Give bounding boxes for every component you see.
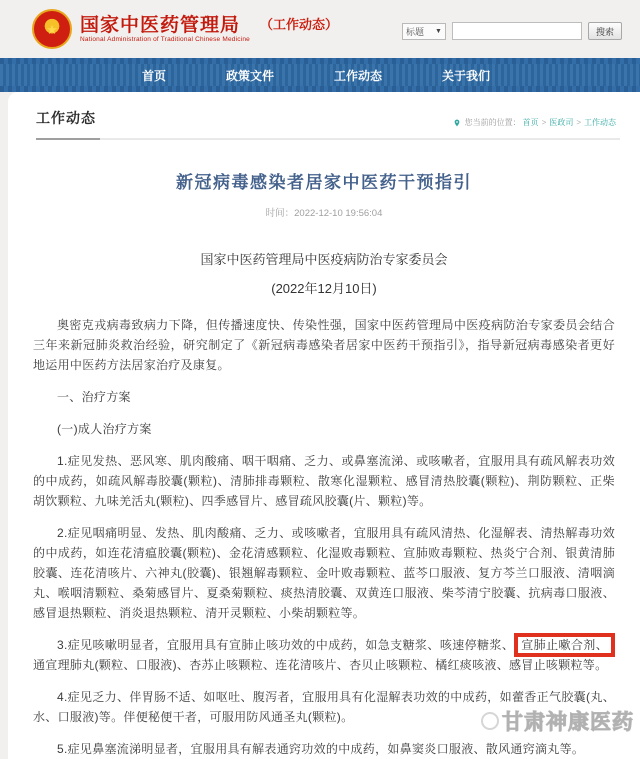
nav-item-about[interactable]: 关于我们 xyxy=(442,68,491,83)
heading-adult-plan: (一)成人治疗方案 xyxy=(57,422,152,436)
nav-item-policy[interactable]: 政策文件 xyxy=(226,68,275,83)
site-header xyxy=(0,0,640,58)
section-title: 工作动态 xyxy=(36,110,96,126)
content-card xyxy=(8,92,640,759)
paragraph-item-1: 1.症见发热、恶风寒、肌肉酸痛、咽干咽痛、乏力、或鼻塞流涕、或咳嗽者，宜服用具有疏风解表功效的中成药，如疏风解毒胶囊(颗粒)、清肺排毒颗粒、散寒化湿颗粒、感冒清热胶囊(颗粒)、荆防颗粒、正柴胡饮颗粒、九味羌活丸(颗粒)、四季感冒片、感冒疏风胶囊(片、颗粒)等。 xyxy=(33,454,615,508)
site-title: 国家中医药管理局 xyxy=(80,14,241,36)
breadcrumb-prefix: 您当前的位置： xyxy=(464,118,521,127)
location-pin-icon xyxy=(453,119,461,127)
search-input[interactable] xyxy=(452,22,582,40)
paragraph-item-5: 5.症见鼻塞流涕明显者，宜服用具有解表通窍功效的中成药，如鼻窦炎口服液、散风通窍滴丸等。 xyxy=(57,742,585,756)
caret-down-icon: ▼ xyxy=(435,27,442,35)
search-category-label: 标题 xyxy=(405,26,424,37)
content-header xyxy=(8,108,640,128)
search-button[interactable]: 搜索 xyxy=(588,22,622,40)
breadcrumb xyxy=(453,117,616,128)
paragraph-item-4: 4.症见乏力、伴胃肠不适、如呕吐、腹泻者，宜服用具有化湿解表功效的中成药，如藿香正气胶囊(丸、水、口服液)等。伴便秘便干者，可服用防风通圣丸(颗粒)。 xyxy=(33,690,615,724)
site-subtitle: National Administration of Traditional Chinese Medicine xyxy=(80,36,250,44)
section-divider xyxy=(36,138,620,140)
highlight-red-box: 宣肺止嗽合剂、 xyxy=(514,633,615,657)
item-3-text-after: 通宣理肺丸(颗粒、口服液)、杏苏止咳颗粒、连花清咳片、杏贝止咳颗粒、橘红痰咳液、感冒止咳颗粒等。 xyxy=(33,658,608,672)
breadcrumb-link-dept[interactable]: 医政司 xyxy=(549,118,574,127)
search-box xyxy=(402,22,622,40)
section-note: （工作动态） xyxy=(259,17,338,32)
breadcrumb-link-current[interactable]: 工作动态 xyxy=(584,118,616,127)
national-emblem-logo xyxy=(32,9,72,49)
breadcrumb-separator: > xyxy=(541,118,547,127)
paragraph-item-2: 2.症见咽痛明显、发热、肌肉酸痛、乏力、或咳嗽者，宜服用具有疏风清热、化湿解表、清热解毒功效的中成药，如连花清瘟胶囊(颗粒)、金花清感颗粒、化湿败毒颗粒、宣肺败毒颗粒、热炎宁合剂、银黄清肺胶囊、连花清咳片、六神丸(胶囊)、银翘解毒颗粒、金叶败毒颗粒、蓝芩口服液、复方芩兰口服液、清咽滴丸、喉咽清颗粒、桑菊感冒片、夏桑菊颗粒、痰热清胶囊、双黄连口服液、柴芩清宁胶囊、抗病毒口服液、感冒退热颗粒、消炎退热颗粒、清开灵颗粒、小柴胡颗粒等。 xyxy=(33,526,615,620)
article-committee: 国家中医药管理局中医疫病防治专家委员会 xyxy=(200,252,448,267)
breadcrumb-link-home[interactable]: 首页 xyxy=(522,118,539,127)
nav-item-work-news[interactable]: 工作动态 xyxy=(334,68,383,83)
heading-treatment-plan: 一、治疗方案 xyxy=(57,390,131,404)
watermark-text: 甘肃神康医药 xyxy=(502,711,634,734)
search-category-select[interactable] xyxy=(402,23,446,40)
nav-item-home[interactable]: 首页 xyxy=(142,68,167,83)
article-date: 时间：2022-12-10 19:56:04 xyxy=(265,208,383,219)
main-nav xyxy=(0,64,640,86)
site-branding xyxy=(80,15,250,44)
breadcrumb-separator: > xyxy=(576,118,581,127)
article-body xyxy=(8,297,640,759)
article-title: 新冠病毒感染者居家中医药干预指引 xyxy=(176,173,472,192)
paragraph-item-3 xyxy=(33,635,615,675)
nav-zone xyxy=(0,58,640,92)
item-3-text-before: 3.症见咳嗽明显者，宜服用具有宣肺止咳功效的中成药，如急支糖浆、咳速停糖浆、 xyxy=(57,638,515,652)
paragraph-intro: 奥密克戎病毒致病力下降，但传播速度快、传染性强，国家中医药管理局中医疫病防治专家委员会结合三年来新冠肺炎救治经验，研究制定了《新冠病毒感染者居家中医药干预指引》，指导新冠病毒感染者更好地运用中医药方法居家治疗及康复。 xyxy=(33,318,615,372)
article-committee-date: (2022年12月10日) xyxy=(271,281,377,296)
